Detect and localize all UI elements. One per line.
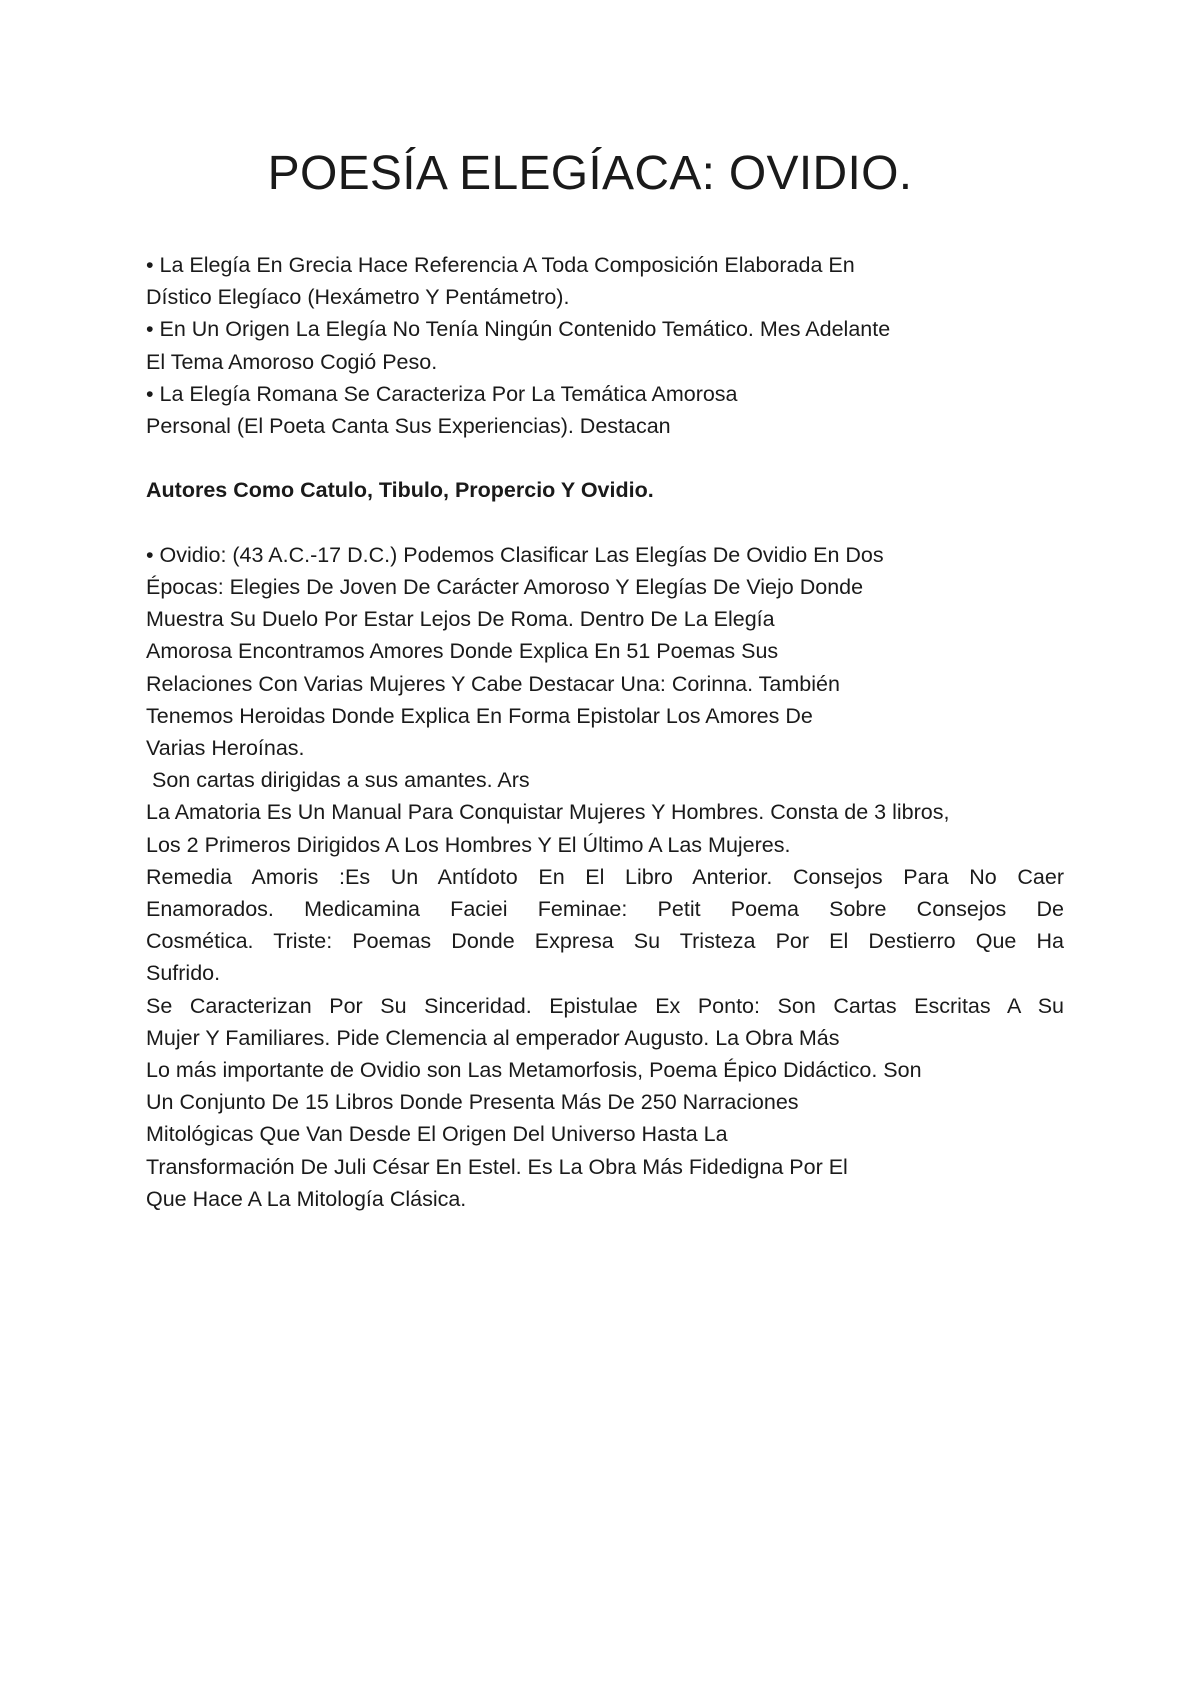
justified-line: Remedia Amoris :Es Un Antídoto En El Libro Anterior. Consejos Para No Caer [146,864,1064,889]
text-line: Personal (El Poeta Canta Sus Experiencias). Destacan [146,414,671,439]
text-line: Varias Heroínas. [146,736,305,761]
document-body [146,249,1064,1215]
text-line: Son cartas dirigidas a sus amantes. Ars [146,768,530,793]
text-line: Sufrido. [146,961,221,986]
text-line: • Ovidio: (43 A.C.-17 D.C.) Podemos Clasificar Las Elegías De Ovidio En Dos [146,542,884,567]
page-title: POESÍA ELEGÍACA: OVIDIO. [267,147,913,200]
text-line: Tenemos Heroidas Donde Explica En Forma Epistolar Los Amores De [146,703,813,728]
text-line: Dístico Elegíaco (Hexámetro Y Pentámetro). [146,285,570,310]
bold-heading-line: Autores Como Catulo, Tibulo, Propercio Y Ovidio. [146,478,654,503]
text-line: Un Conjunto De 15 Libros Donde Presenta Más De 250 Narraciones [146,1090,799,1115]
text-line: Relaciones Con Varias Mujeres Y Cabe Destacar Una: Corinna. También [146,671,840,696]
text-line: Los 2 Primeros Dirigidos A Los Hombres Y El Último A Las Mujeres. [146,832,791,857]
text-line: Lo más importante de Ovidio son Las Metamorfosis, Poema Épico Didáctico. Son [146,1058,922,1083]
text-line: • La Elegía En Grecia Hace Referencia A Toda Composición Elaborada En [146,253,855,277]
text-line: • En Un Origen La Elegía No Tenía Ningún Contenido Temático. Mes Adelante [146,317,891,342]
text-line: Que Hace A La Mitología Clásica. [146,1186,467,1211]
text-line: Mitológicas Que Van Desde El Origen Del Universo Hasta La [146,1122,728,1147]
text-line: Muestra Su Duelo Por Estar Lejos De Roma. Dentro De La Elegía [146,607,775,632]
blank-line [146,507,1064,539]
text-line: Mujer Y Familiares. Pide Clemencia al emperador Augusto. La Obra Más [146,1025,840,1050]
justified-line: Enamorados. Medicamina Faciei Feminae: Petit Poema Sobre Consejos De [146,897,1064,922]
text-line: Épocas: Elegies De Joven De Carácter Amoroso Y Elegías De Viejo Donde [146,575,864,599]
text-line: El Tema Amoroso Cogió Peso. [146,349,438,374]
text-line: • La Elegía Romana Se Caracteriza Por La Temática Amorosa [146,381,738,406]
text-line: Transformación De Juli César En Estel. Es La Obra Más Fidedigna Por El [146,1154,848,1179]
text-line: Amorosa Encontramos Amores Donde Explica En 51 Poemas Sus [146,639,779,664]
text-line: La Amatoria Es Un Manual Para Conquistar Mujeres Y Hombres. Consta de 3 libros, [146,800,950,825]
justified-line: Cosmética. Triste: Poemas Donde Expresa Su Tristeza Por El Destierro Que Ha [146,929,1064,954]
justified-line: Se Caracterizan Por Su Sinceridad. Epistulae Ex Ponto: Son Cartas Escritas A Su [146,993,1064,1018]
blank-line [146,442,1064,474]
